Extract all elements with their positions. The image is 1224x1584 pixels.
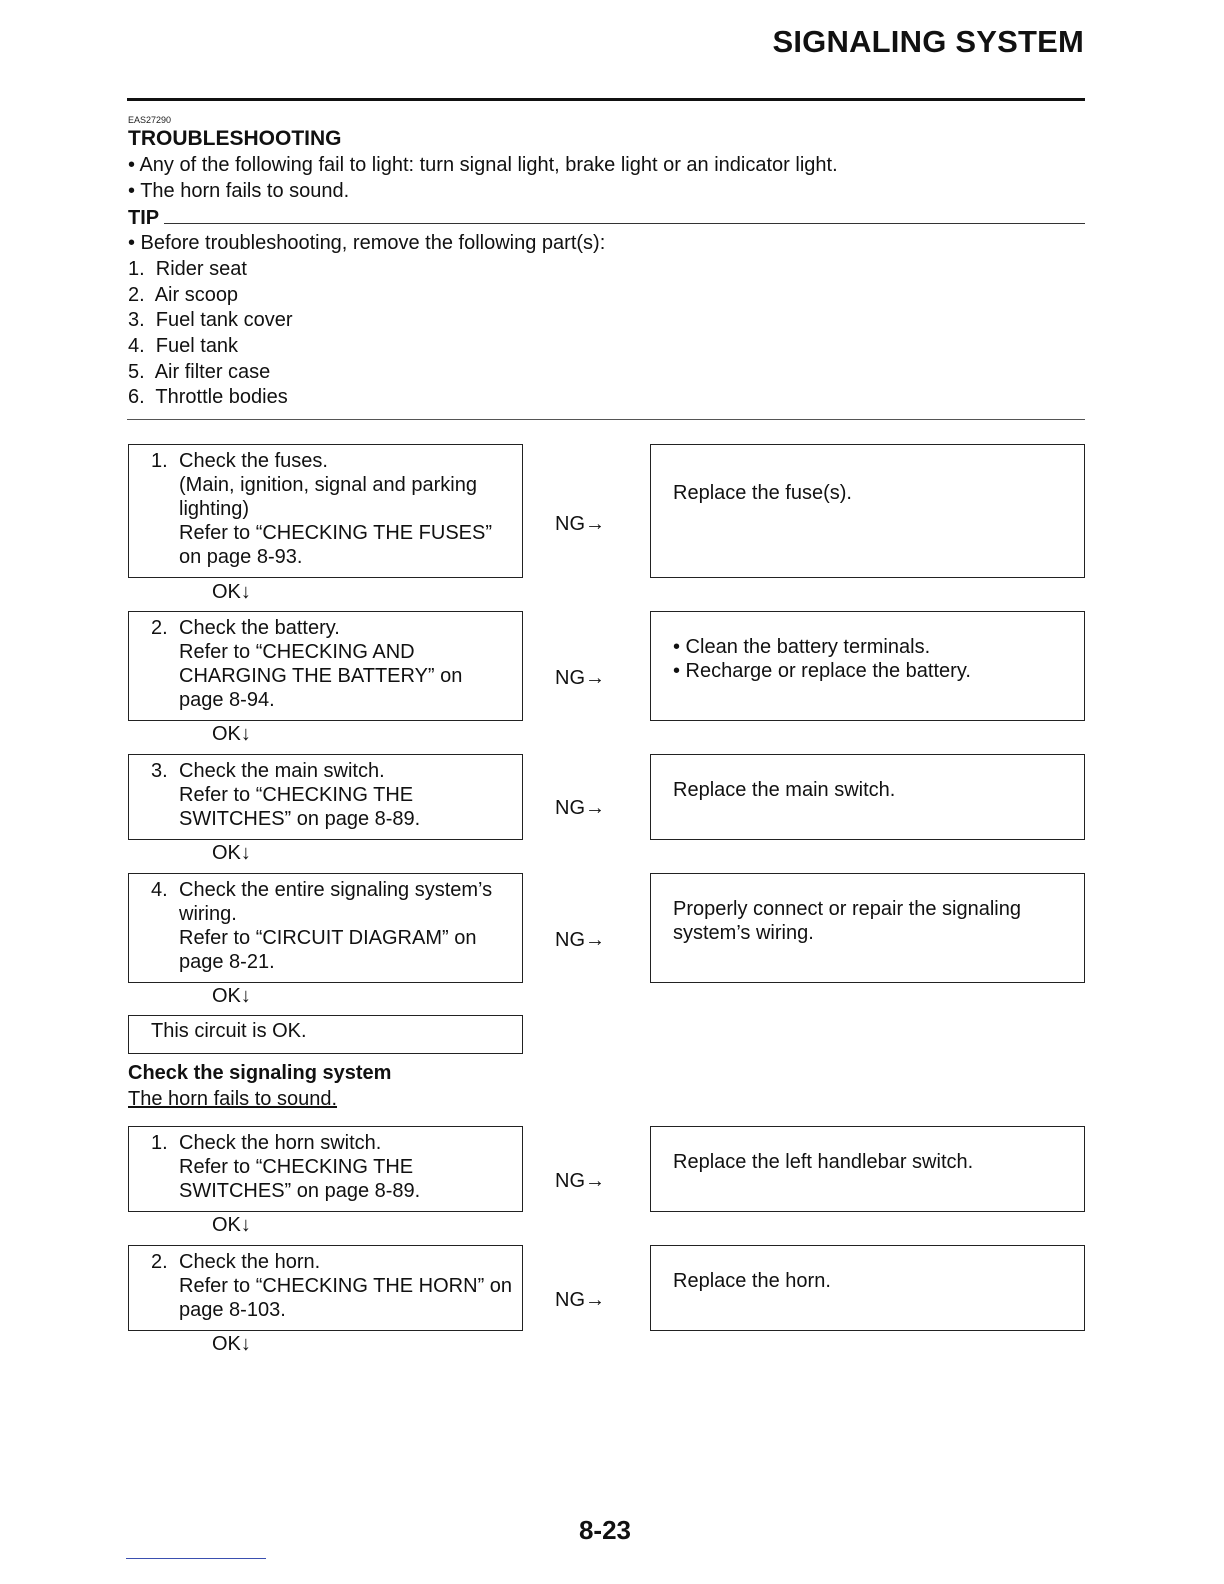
ok-arrow: OK↓ <box>212 1333 251 1355</box>
remedy-text: Replace the fuse(s). <box>673 482 852 504</box>
symptom-subheading: The horn fails to sound. <box>128 1088 338 1110</box>
step-box <box>128 873 523 983</box>
ng-arrow: NG→ <box>555 667 605 689</box>
section-heading: TROUBLESHOOTING <box>128 127 342 150</box>
ok-arrow: OK↓ <box>212 1214 251 1236</box>
result-box <box>128 1015 523 1054</box>
tip-list-item: 2. Air scoop <box>128 284 239 306</box>
ng-arrow: NG→ <box>555 1289 605 1311</box>
result-text: This circuit is OK. <box>151 1020 307 1042</box>
step-box <box>128 754 523 840</box>
step-text: Check the fuses. (Main, ignition, signal and parking lighting) Refer to “CHECKING THE FUSES” on page 8-93. <box>179 450 493 568</box>
ng-arrow: NG→ <box>555 929 605 951</box>
remedy-box <box>650 754 1085 840</box>
ok-arrow: OK↓ <box>212 985 251 1007</box>
step-number: 1. <box>151 1132 168 1154</box>
ok-arrow: OK↓ <box>212 842 251 864</box>
remedy-text: Properly connect or repair the signaling system’s wiring. <box>673 898 1021 944</box>
ok-arrow: OK↓ <box>212 581 251 603</box>
tip-list-item: 3. Fuel tank cover <box>128 309 293 331</box>
remedy-box <box>650 611 1085 721</box>
symptom-bullet: • The horn fails to sound. <box>128 180 350 202</box>
tip-rule <box>127 419 1085 420</box>
step-text: Check the horn switch. Refer to “CHECKING THE SWITCHES” on page 8-89. <box>179 1132 421 1202</box>
ng-arrow: NG→ <box>555 513 605 535</box>
remedy-box <box>650 873 1085 983</box>
remedy-text: • Clean the battery terminals. • Recharge or replace the battery. <box>673 636 971 682</box>
remedy-text: Replace the left handlebar switch. <box>673 1151 974 1173</box>
step-box <box>128 1126 523 1212</box>
ok-arrow: OK↓ <box>212 723 251 745</box>
step-number: 3. <box>151 760 168 782</box>
step-text: Check the horn. Refer to “CHECKING THE HORN” on page 8-103. <box>179 1251 513 1321</box>
page-title: SIGNALING SYSTEM <box>772 24 1084 59</box>
page-number: 8-23 <box>578 1515 632 1545</box>
step-box <box>128 444 523 578</box>
step-text: Check the entire signaling system’s wiring. Refer to “CIRCUIT DIAGRAM” on page 8-21. <box>179 879 493 973</box>
step-number: 2. <box>151 617 168 639</box>
tip-label: TIP <box>128 207 160 229</box>
step-text: Check the battery. Refer to “CHECKING AND CHARGING THE BATTERY” on page 8-94. <box>179 617 463 711</box>
tip-intro: • Before troubleshooting, remove the following part(s): <box>128 232 606 254</box>
step-box <box>128 1245 523 1331</box>
remedy-text: Replace the horn. <box>673 1270 831 1292</box>
step-text: Check the main switch. Refer to “CHECKING THE SWITCHES” on page 8-89. <box>179 760 421 830</box>
tip-list-item: 1. Rider seat <box>128 258 247 280</box>
remedy-box <box>650 1245 1085 1331</box>
step-number: 1. <box>151 450 168 472</box>
ng-arrow: NG→ <box>555 797 605 819</box>
step-box <box>128 611 523 721</box>
remedy-box <box>650 444 1085 578</box>
section-code: EAS27290 <box>128 115 172 125</box>
ng-arrow: NG→ <box>555 1170 605 1192</box>
step-number: 2. <box>151 1251 168 1273</box>
tip-list-item: 4. Fuel tank <box>128 335 239 357</box>
title-rule <box>127 98 1085 101</box>
check-heading: Check the signaling system <box>128 1062 392 1084</box>
tip-list-item: 5. Air filter case <box>128 361 271 383</box>
symptom-bullet: • Any of the following fail to light: turn signal light, brake light or an indicator light. <box>128 154 838 176</box>
remedy-box <box>650 1126 1085 1212</box>
tip-rule <box>164 223 1085 224</box>
step-number: 4. <box>151 879 168 901</box>
tip-list-item: 6. Throttle bodies <box>128 386 288 408</box>
footer-rule <box>126 1558 266 1559</box>
remedy-text: Replace the main switch. <box>673 779 896 801</box>
